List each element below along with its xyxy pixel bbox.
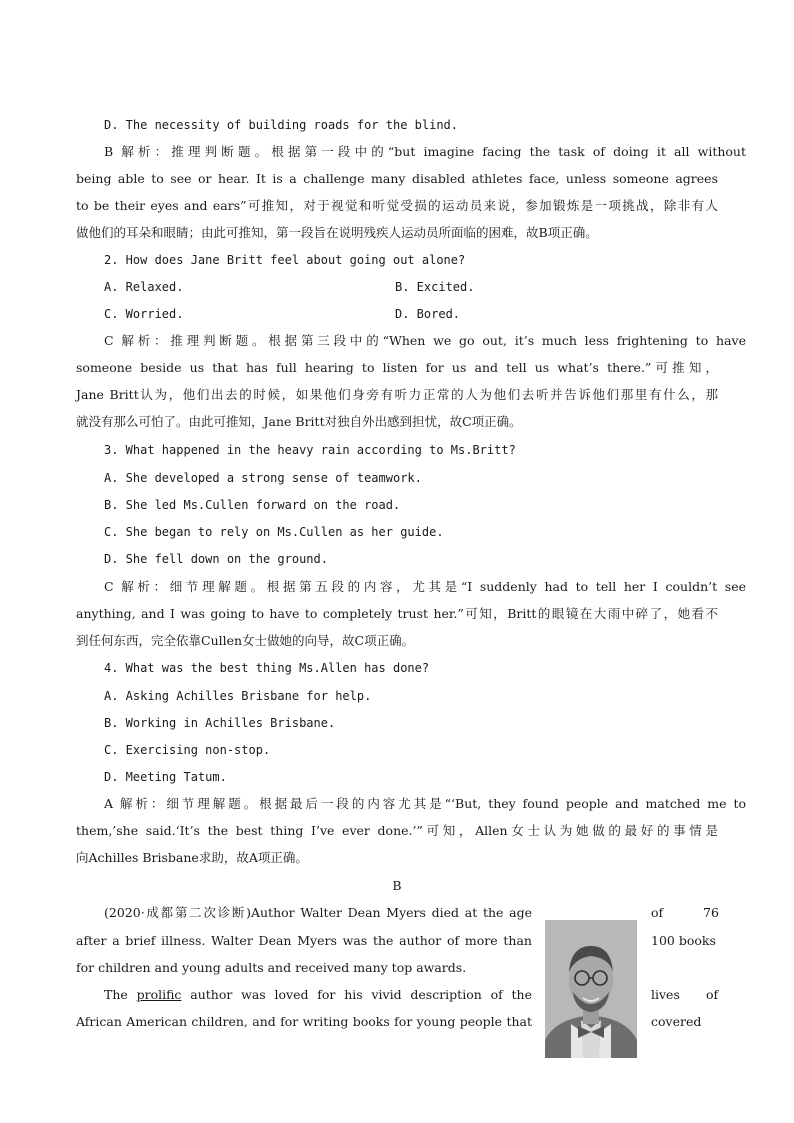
question-2: 2. How does Jane Britt feel about going out alone?	[104, 253, 466, 267]
section-heading: B	[392, 878, 402, 893]
passage-b-line-2: after a brief illness. Walter Dean Myers was the author of more than	[76, 933, 532, 948]
passage-b-line-4-post: author was loved for his vivid description of the	[181, 987, 532, 1002]
question-3: 3. What happened in the heavy rain according to Ms.Britt?	[104, 443, 516, 457]
passage-b-line-5-right: covered	[651, 1014, 702, 1029]
question-4: 4. What was the best thing Ms.Allen has done?	[104, 661, 430, 675]
answer-2-line-2: someone beside us that has full hearing to listen for us and tell us what’s there.”可推知，	[76, 360, 718, 375]
q3-option-d: D. She fell down on the ground.	[104, 552, 328, 566]
answer-3-line-1: C 解析：细节理解题。根据第五段的内容，尤其是“I suddenly had to tell her I couldn’t see	[104, 579, 746, 594]
passage-b-line-1-right-a: of	[651, 905, 664, 920]
q3-option-c: C. She began to rely on Ms.Cullen as her guide.	[104, 525, 444, 539]
q2-option-c: C. Worried.	[104, 307, 184, 321]
q4-option-a: A. Asking Achilles Brisbane for help.	[104, 689, 372, 703]
passage-b-line-4-right-a: lives	[651, 987, 680, 1002]
q4-option-d: D. Meeting Tatum.	[104, 770, 227, 784]
answer-4-line-3: 向Achilles Brisbane求助，故A项正确。	[76, 850, 308, 865]
q4-option-c: C. Exercising non-stop.	[104, 743, 271, 757]
passage-b-line-3: for children and young adults and received many top awards.	[76, 960, 467, 975]
answer-1-line-2: being able to see or hear. It is a challenge many disabled athletes face, unless someone agrees	[76, 171, 718, 186]
answer-4-line-1: A 解析：细节理解题。根据最后一段的内容尤其是“‘But, they found people and matched me to	[104, 796, 746, 811]
q2-option-d: D. Bored.	[395, 307, 461, 321]
passage-b-line-2-right: 100 books	[651, 933, 716, 948]
passage-b-line-4-right-b: of	[706, 987, 719, 1002]
passage-b-line-5: African American children, and for writing books for young people that	[76, 1014, 532, 1029]
passage-b-line-1: (2020·成都第二次诊断)Author Walter Dean Myers died at the age	[104, 905, 532, 920]
answer-1-line-1: B 解析：推理判断题。根据第一段中的“but imagine facing the task of doing it all without	[104, 144, 746, 159]
answer-3-line-3: 到任何东西，完全依靠Cullen女士做她的向导，故C项正确。	[76, 633, 415, 648]
q3-option-a: A. She developed a strong sense of teamwork.	[104, 471, 422, 485]
answer-2-line-1: C 解析：推理判断题。根据第三段中的“When we go out, it’s much less frightening to have	[104, 333, 746, 348]
answer-2-line-4: 就没有那么可怕了。由此可推知，Jane Britt对独自外出感到担忧，故C项正确。	[76, 414, 522, 429]
answer-1-line-4: 做他们的耳朵和眼睛；由此可推知，第一段旨在说明残疾人运动员所面临的困难，故B项正确。	[76, 225, 598, 240]
q2-option-a: A. Relaxed.	[104, 280, 184, 294]
q3-option-b: B. She led Ms.Cullen forward on the road.	[104, 498, 401, 512]
passage-b-line-1-right-b: 76	[703, 905, 719, 920]
answer-3-line-2: anything, and I was going to have to completely trust her.”可知，Britt的眼镜在大雨中碎了，她看不	[76, 606, 718, 621]
author-portrait-photo	[545, 920, 637, 1058]
underlined-word: prolific	[136, 987, 182, 1002]
q1-option-d: D. The necessity of building roads for the blind.	[104, 118, 459, 132]
q2-option-b: B. Excited.	[395, 280, 475, 294]
answer-2-line-3: Jane Britt认为，他们出去的时候，如果他们身旁有听力正常的人为他们去听并告诉他们那里有什么，那	[76, 387, 718, 402]
q4-option-b: B. Working in Achilles Brisbane.	[104, 716, 336, 730]
answer-1-line-3: to be their eyes and ears”可推知，对于视觉和听觉受损的运动员来说，参加锻炼是一项挑战，除非有人	[76, 198, 718, 213]
passage-b-line-4-pre: The	[104, 987, 137, 1002]
passage-b-line-4	[104, 987, 532, 1003]
portrait-illustration	[545, 920, 637, 1058]
answer-4-line-2: them,’she said.‘It’s the best thing I’ve ever done.’”可知，Allen女士认为她做的最好的事情是	[76, 823, 718, 838]
